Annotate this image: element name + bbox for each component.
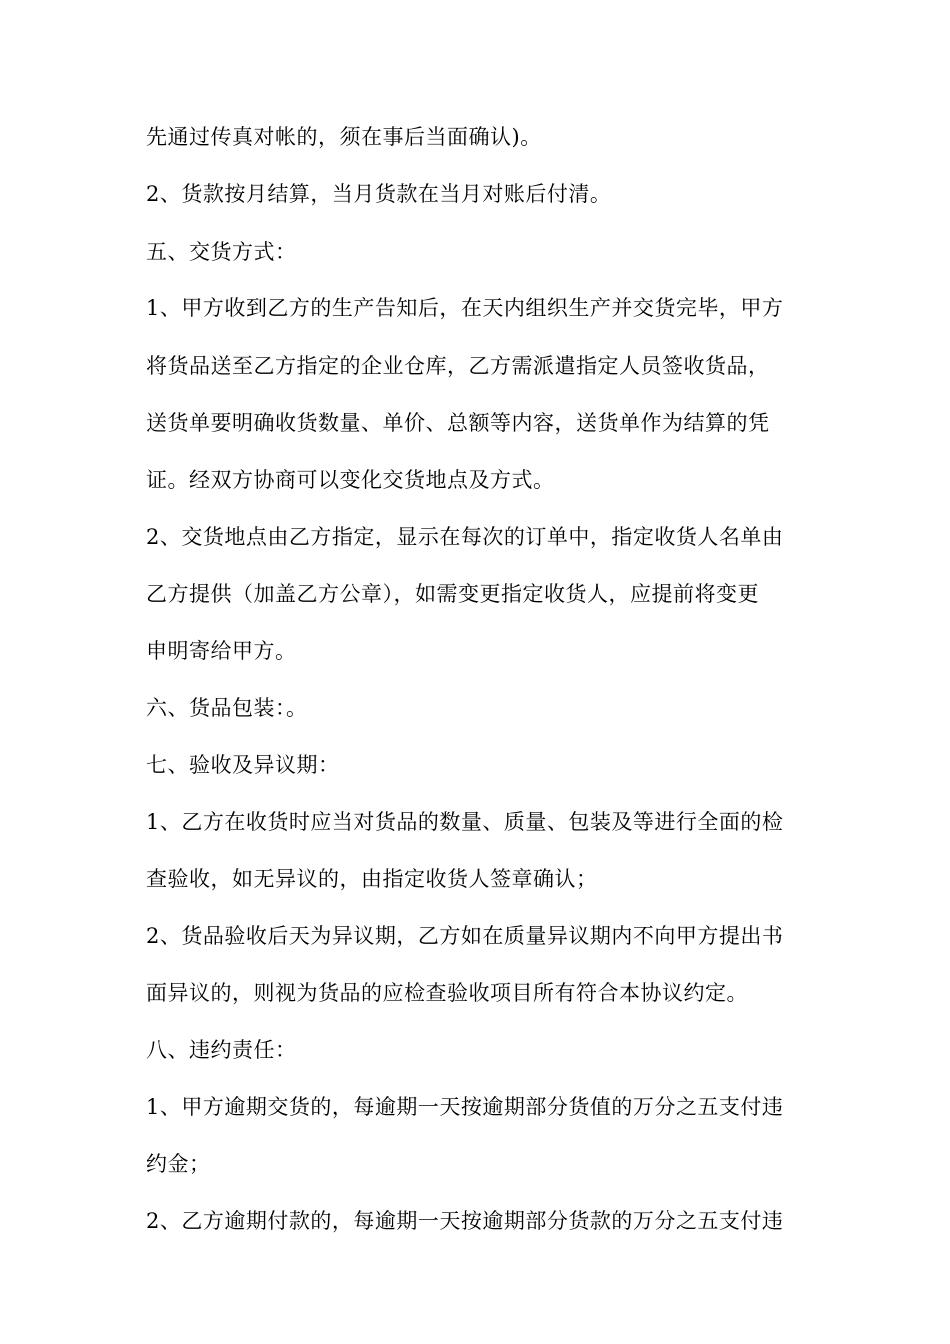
text-line: 乙方提供（加盖乙方公章），如需变更指定收货人，应提前将变更 bbox=[146, 582, 759, 606]
section-heading: 五、交货方式： bbox=[146, 240, 297, 264]
text-line: 申明寄给甲方。 bbox=[146, 639, 297, 663]
text-line: 将货品送至乙方指定的企业仓库，乙方需派遣指定人员签收货品， bbox=[146, 354, 770, 378]
text-line: 送货单要明确收货数量、单价、总额等内容，送货单作为结算的凭 bbox=[146, 411, 770, 435]
text-line: 1、甲方逾期交货的，每逾期一天按逾期部分货值的万分之五支付违 bbox=[146, 1095, 784, 1119]
text-line: 2、货款按月结算，当月货款在当月对账后付清。 bbox=[146, 182, 612, 206]
section-heading: 八、违约责任： bbox=[146, 1038, 297, 1062]
text-line: 2、乙方逾期付款的，每逾期一天按逾期部分货款的万分之五支付违 bbox=[146, 1209, 784, 1233]
text-line: 证。经双方协商可以变化交货地点及方式。 bbox=[146, 468, 555, 492]
text-line: 约金； bbox=[146, 1152, 211, 1176]
text-line: 面异议的，则视为货品的应检查验收项目所有符合本协议约定。 bbox=[146, 981, 748, 1005]
text-line: 1、乙方在收货时应当对货品的数量、质量、包装及等进行全面的检 bbox=[146, 810, 784, 834]
text-line: 1、甲方收到乙方的生产告知后，在天内组织生产并交货完毕，甲方 bbox=[146, 296, 784, 320]
text-line: 2、交货地点由乙方指定，显示在每次的订单中，指定收货人名单由 bbox=[146, 525, 784, 549]
text-line: 2、货品验收后天为异议期，乙方如在质量异议期内不向甲方提出书 bbox=[146, 924, 784, 948]
section-heading: 七、验收及异议期： bbox=[146, 753, 340, 777]
text-line: 先通过传真对帐的，须在事后当面确认)。 bbox=[146, 125, 542, 149]
text-line: 查验收，如无异议的，由指定收货人签章确认； bbox=[146, 867, 598, 891]
section-heading: 六、货品包装：。 bbox=[146, 696, 308, 720]
